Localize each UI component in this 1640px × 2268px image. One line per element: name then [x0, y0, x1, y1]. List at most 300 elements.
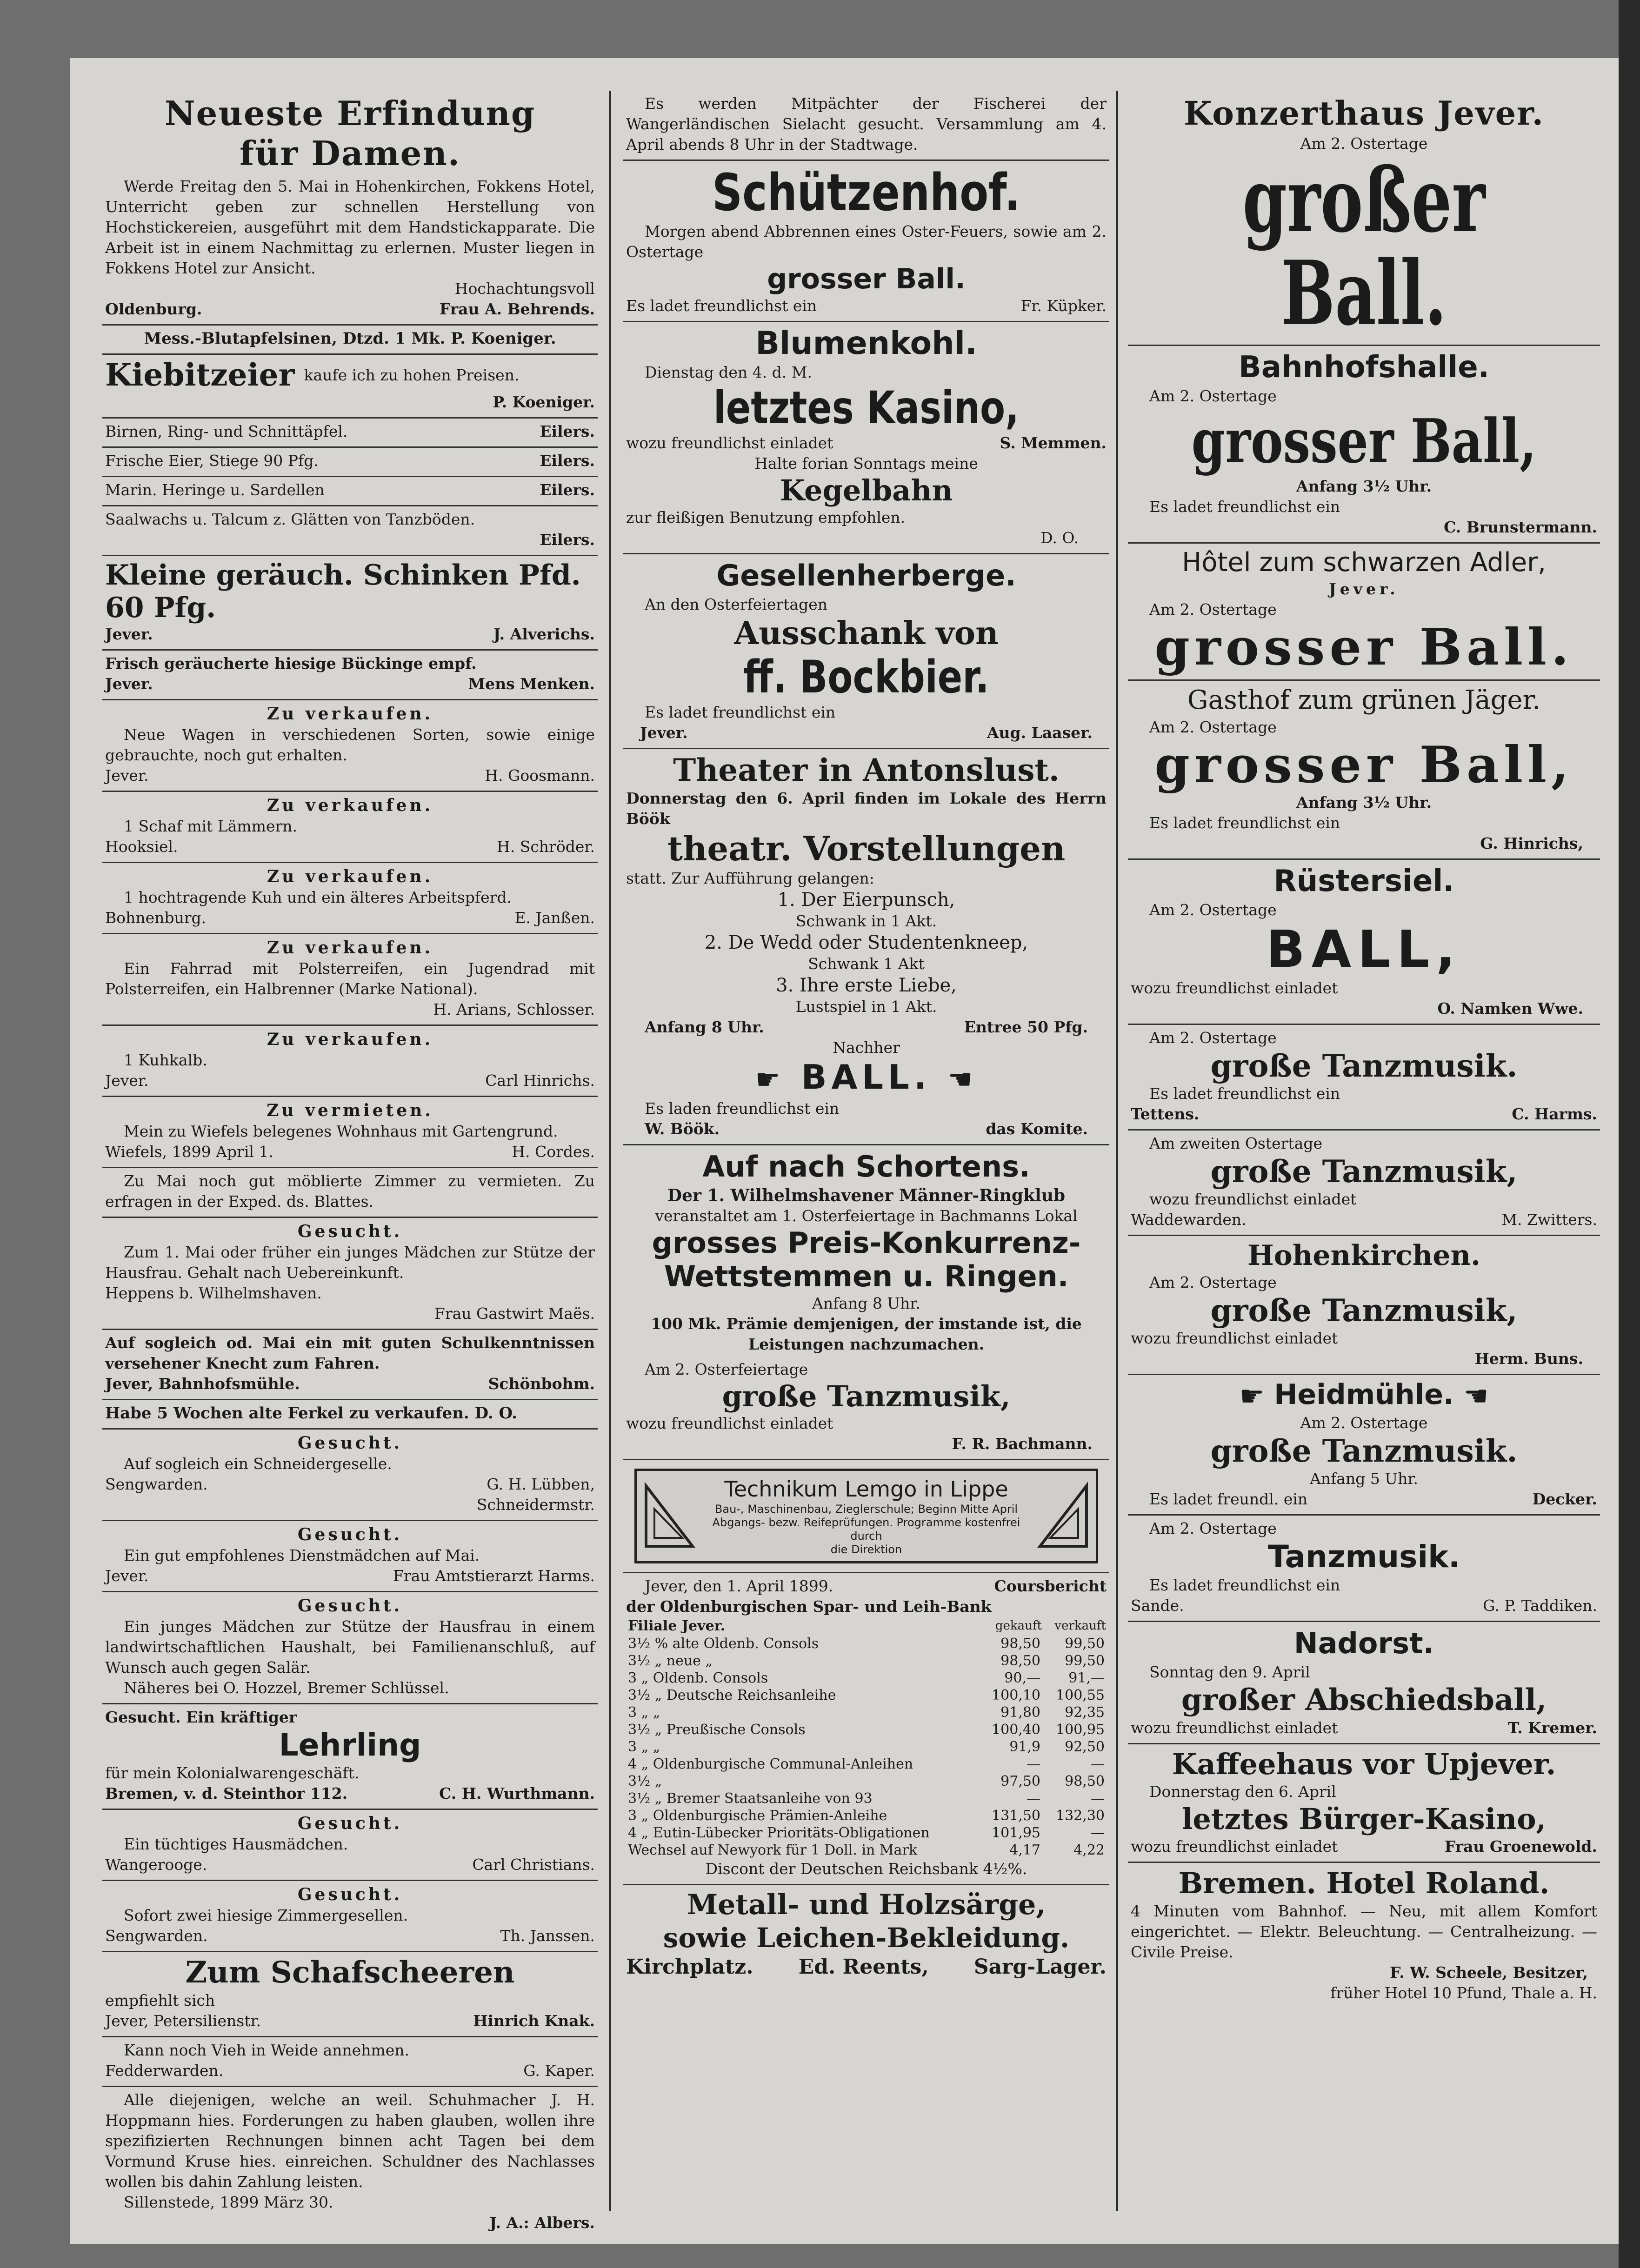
- table-header: [626, 1617, 1107, 1635]
- table-row: [626, 1756, 1107, 1773]
- ad-signature: F. R. Bachmann.: [952, 1435, 1093, 1453]
- ad-invite: Es laden freundlichst ein: [645, 1099, 840, 1118]
- course-security: 3½ „ Bremer Staatsanleihe von 93: [628, 1790, 873, 1807]
- ad-headline: Kaffeehaus vor Upjever.: [1172, 1747, 1556, 1782]
- course-bought: 100,40: [992, 1722, 1040, 1738]
- ad-event: großer Abschiedsball,: [1181, 1683, 1547, 1718]
- ad-text: früher Hotel 10 Pfund, Thale a. H.: [1330, 1984, 1597, 2002]
- column-left: [102, 91, 598, 2238]
- ad-place: Kirchplatz.: [626, 1955, 753, 1979]
- course-security: 3½ „ Deutsche Reichsanleihe: [628, 1687, 836, 1704]
- ad-signature: Schönbohm.: [488, 1375, 595, 1393]
- ad-event: grosser Ball.: [1154, 618, 1573, 677]
- ad-text: Sofort zwei hiesige Zimmergesellen.: [124, 1906, 408, 1924]
- ad-text: kaufe ich zu hohen Preisen.: [304, 366, 520, 384]
- ad-headline: Zu verkaufen.: [267, 867, 433, 886]
- ad-text: Ein junges Mädchen zur Stütze der Hausfrau in einem landwirtschaftlichen Haushalt, bei Familienanschluß, auf Wunsch auch gegen Salär.: [105, 1617, 595, 1676]
- table-row: [626, 1807, 1107, 1824]
- ad-signature: H. Goosmann.: [485, 766, 595, 785]
- ad-hausmaedchen: [102, 1810, 598, 1881]
- ad-text: Zu Mai noch gut möblierte Zimmer zu vermieten. Zu erfragen in der Exped. ds. Blattes.: [105, 1172, 595, 1210]
- program-item: 1. Der Eierpunsch,: [777, 889, 955, 911]
- course-sold: 100,95: [1056, 1722, 1105, 1738]
- course-bought: 101,95: [992, 1825, 1040, 1842]
- table-row: [626, 1824, 1107, 1842]
- technikum-sign: die Direktion: [830, 1543, 902, 1556]
- ad-date: Donnerstag den 6. April: [1149, 1782, 1336, 1801]
- course-discount: Discont der Deutschen Reichsbank 4½%.: [705, 1860, 1027, 1878]
- ad-place: Wangerooge.: [105, 1856, 207, 1874]
- ad-zimmergesellen: [102, 1881, 598, 1952]
- ad-date: Am 2. Ostertage: [1300, 1414, 1428, 1432]
- ad-event: theatr. Vorstellungen: [667, 829, 1066, 868]
- ad-signature: M. Zwitters.: [1501, 1210, 1597, 1229]
- course-sold: 99,50: [1065, 1653, 1105, 1669]
- ad-schneidergeselle: [102, 1430, 598, 1521]
- ad-signature: Aug. Laaser.: [987, 724, 1093, 742]
- ad-signature: Mens Menken.: [468, 675, 595, 693]
- course-bought: 100,10: [992, 1687, 1040, 1704]
- ad-place: Heppens b. Wilhelmshaven.: [105, 1284, 322, 1302]
- ad-eier: [102, 448, 598, 477]
- course-security: 3½ „ neue „: [628, 1653, 713, 1669]
- ad-headline: Gesucht.: [297, 1596, 403, 1616]
- ad-headline: Gasthof zum grünen Jäger.: [1187, 685, 1541, 715]
- ad-text: für mein Kolonialwarengeschäft.: [105, 1764, 360, 1782]
- ad-konzerthaus: [1128, 91, 1600, 346]
- program-subtitle: Schwank 1 Akt: [808, 955, 925, 973]
- course-sold: 132,30: [1056, 1808, 1105, 1824]
- pointing-hand-right-icon: ☛: [1239, 1380, 1265, 1413]
- ad-schwarzer-adler: [1128, 544, 1600, 681]
- table-row: [626, 1635, 1107, 1652]
- ad-text: 4 Minuten vom Bahnhof. — Neu, mit allem Komfort eingerichtet. — Elektr. Beleuchtung. — Centralheizung. — Civile Preise.: [1131, 1902, 1597, 1962]
- course-bought: 90,—: [1004, 1670, 1040, 1687]
- course-security: 4 „ Eutin-Lübecker Prioritäts-Obligationen: [628, 1825, 930, 1842]
- ad-invite: wozu freundlichst einladet: [1131, 1329, 1338, 1347]
- drafting-triangle-icon: [1035, 1481, 1091, 1551]
- course-bought: 97,50: [1000, 1773, 1040, 1790]
- ad-saalwachs: [102, 506, 598, 556]
- table-row: [626, 1773, 1107, 1790]
- ad-signature: O. Namken Wwe.: [1437, 999, 1583, 1018]
- ad-event: große Tanzmusik.: [1210, 1048, 1518, 1084]
- ad-text: Morgen abend Abbrennen eines Oster-Feuers, sowie am 2. Ostertage: [626, 222, 1107, 261]
- ad-wohnhaus: [102, 1097, 598, 1168]
- course-sold: 92,35: [1065, 1704, 1105, 1721]
- ad-greeting: Hochachtungsvoll: [454, 279, 595, 298]
- ad-ferkel: [102, 1400, 598, 1430]
- ad-start: Anfang 3½ Uhr.: [1296, 477, 1432, 495]
- ad-signature: Hinrich Knak.: [473, 2012, 595, 2030]
- ad-text: Es werden Mitpächter der Fischerei der Wangerländischen Sielacht gesucht. Versammlung am 4. April abends 8 Uhr in der Stadtwage.: [626, 94, 1107, 153]
- course-sold: 100,55: [1056, 1687, 1105, 1704]
- ad-event: große Tanzmusik,: [1210, 1292, 1518, 1329]
- ad-signature: Eilers.: [540, 452, 595, 470]
- ad-text: 1 Kuhkalb.: [124, 1051, 207, 1069]
- ad-signature: P. Koeniger.: [493, 393, 595, 411]
- course-sold: 98,50: [1065, 1773, 1105, 1790]
- ad-place: Wiefels, 1899 April 1.: [105, 1143, 273, 1161]
- course-bought: —: [1027, 1790, 1040, 1807]
- ad-wagen: [102, 700, 598, 792]
- ad-signature: H. Cordes.: [512, 1143, 595, 1161]
- ad-signature: Ed. Reents,: [798, 1955, 929, 1979]
- ad-blumenkohl: [623, 322, 1109, 554]
- ad-headline: Bremen. Hotel Roland.: [1178, 1866, 1550, 1901]
- ad-invite: Es ladet freundlichst ein: [1149, 814, 1340, 832]
- ad-headline: Zu verkaufen.: [267, 796, 433, 815]
- ad-dienstmaedchen: [102, 1521, 598, 1592]
- ad-date: Am 2. Ostertage: [1149, 718, 1277, 736]
- course-place-date: Jever, den 1. April 1899.: [645, 1577, 833, 1596]
- ad-place: Jever.: [105, 1071, 149, 1090]
- table-row: [626, 1687, 1107, 1704]
- pointing-hand-right-icon: ☛: [755, 1063, 785, 1096]
- ad-nadorst: [1128, 1622, 1600, 1744]
- ad-signature: G. Kaper.: [523, 2062, 595, 2080]
- ad-invite: Es ladet freundl. ein: [1149, 1490, 1308, 1509]
- ad-signature: C. H. Wurthmann.: [439, 1784, 595, 1802]
- ad-signature: Eilers.: [540, 481, 595, 499]
- ad-signature: Sarg-Lager.: [973, 1955, 1107, 1979]
- ad-text: Auf sogleich od. Mai ein mit guten Schulkenntnissen versehener Knecht zum Fahren.: [105, 1334, 595, 1372]
- ad-date: Dienstag den 4. d. M.: [645, 363, 813, 381]
- ad-place: Jever.: [105, 766, 149, 785]
- course-bought: —: [1027, 1756, 1040, 1773]
- ad-text: Mein zu Wiefels belegenes Wohnhaus mit Gartengrund.: [124, 1122, 558, 1140]
- ad-headline: Konzerthaus Jever.: [1184, 94, 1544, 133]
- ad-knecht: [102, 1330, 598, 1400]
- ad-signature: D. O.: [1040, 529, 1079, 547]
- ad-signature: Frau Amtstierarzt Harms.: [393, 1567, 595, 1585]
- course-subtitle: der Oldenburgischen Spar- und Leih-Bank: [626, 1597, 992, 1616]
- ad-signature: Th. Janssen.: [500, 1927, 595, 1945]
- ad-headline: Gesucht.: [297, 1433, 403, 1453]
- program-subtitle: Lustspiel in 1 Akt.: [795, 998, 937, 1016]
- ad-prize: 100 Mk. Prämie demjenigen, der imstande ist, die Leistungen nachzumachen.: [651, 1315, 1082, 1354]
- ad-kuhkalb: [102, 1026, 598, 1097]
- ad-fahrrad: [102, 934, 598, 1026]
- ad-schortens: [623, 1145, 1109, 1460]
- ad-event: große Tanzmusik.: [1210, 1433, 1518, 1470]
- ad-hohenkirchen: [1128, 1236, 1600, 1375]
- ad-signature: G. P. Taddiken.: [1483, 1596, 1597, 1615]
- ad-place: Bremen, v. d. Steinthor 112.: [105, 1784, 348, 1802]
- course-sold: 92,50: [1065, 1739, 1105, 1756]
- ad-invite: Es ladet freundlichst ein: [1149, 1084, 1340, 1103]
- ad-text: Halte forian Sonntags meine: [754, 454, 978, 472]
- ad-date: Sonntag den 9. April: [1149, 1663, 1310, 1682]
- ad-invite: wozu freundlichst einladet: [1131, 1837, 1338, 1856]
- ad-headline: Lehrling: [279, 1727, 421, 1763]
- ad-headline: Kegelbahn: [780, 473, 953, 507]
- ad-event: Wettstemmen u. Ringen.: [664, 1259, 1069, 1294]
- ad-headline: Gesucht.: [297, 1222, 403, 1241]
- ad-invite: Es ladet freundlichst ein: [626, 297, 817, 315]
- ad-date: Am 2. Ostertage: [1300, 134, 1428, 153]
- ad-signature: das Komite.: [986, 1120, 1088, 1138]
- ad-coursbericht: [623, 1573, 1109, 1885]
- ad-signature: W. Böök.: [645, 1120, 720, 1138]
- ad-kuh: [102, 863, 598, 934]
- table-row: [626, 1704, 1107, 1721]
- ad-text: Birnen, Ring- und Schnittäpfel.: [105, 422, 348, 440]
- ad-invite: wozu freundlichst einladet: [626, 434, 833, 452]
- ad-signature: T. Kremer.: [1507, 1719, 1597, 1737]
- page-edge: [1619, 0, 1640, 2268]
- column-rule: [1116, 91, 1118, 2211]
- ad-event: ff. Bockbier.: [743, 651, 989, 703]
- ad-place: Oldenburg.: [105, 300, 202, 318]
- ad-lehrling: [102, 1704, 598, 1810]
- ad-event: Tanzmusik.: [1267, 1539, 1460, 1575]
- ad-schafscheeren: [102, 1952, 598, 2037]
- technikum-box: [634, 1469, 1098, 1563]
- course-table: [626, 1617, 1107, 1859]
- course-bought: 91,80: [1000, 1704, 1040, 1721]
- ad-invite: wozu freundlichst einladet: [626, 1414, 833, 1433]
- ad-sande: [1128, 1516, 1600, 1622]
- ad-place: Waddewarden.: [1131, 1210, 1247, 1229]
- pointing-hand-left-icon: ☚: [947, 1063, 978, 1096]
- ad-signature: S. Memmen.: [1000, 434, 1107, 452]
- ad-upjever: [1128, 1744, 1600, 1863]
- ad-signature: G. H. Lübben,: [487, 1475, 595, 1493]
- ad-date: Am 2. Ostertage: [1149, 600, 1277, 619]
- course-sold: 99,50: [1065, 1636, 1105, 1652]
- course-security: 3½ „: [628, 1773, 662, 1790]
- newspaper-page: [70, 58, 1619, 2244]
- ad-event: grosser Ball,: [1191, 406, 1537, 477]
- technikum-title: Technikum Lemgo in Lippe: [724, 1477, 1008, 1502]
- ad-technikum: [623, 1460, 1109, 1573]
- course-bought: 4,17: [1009, 1842, 1040, 1859]
- ad-signature-title: Schneidermstr.: [476, 1496, 595, 1514]
- ad-maedchen-heppens: [102, 1218, 598, 1330]
- ad-text: Frische Eier, Stiege 90 Pfg.: [105, 452, 319, 470]
- course-sold: 91,—: [1068, 1670, 1105, 1687]
- ad-tettens: [1128, 1025, 1600, 1131]
- table-row: [626, 1738, 1107, 1756]
- ad-birnen: [102, 419, 598, 448]
- ad-place: Bohnenburg.: [105, 909, 207, 927]
- ad-headline: Zu verkaufen.: [267, 938, 433, 958]
- column-middle: [623, 91, 1109, 1985]
- ad-place: Sengwarden.: [105, 1927, 208, 1945]
- technikum-text: Bau-, Maschinenbau, Zieglerschule; Beginn Mitte April Abgangs- bezw. Reifeprüfungen. Programme kostenfrei durch: [712, 1503, 1020, 1543]
- ad-headline: Auf nach Schortens.: [702, 1150, 1030, 1184]
- ad-text: Alle diejenigen, welche an weil. Schuhmacher J. H. Hoppmann hies. Forderungen zu haben glauben, wollen ihre spezifizierten Rechnungen binnen acht Tagen bei dem Vormund Kruse hies. einreichen. Schuldner des Nachlasses wollen bis dahin Zahlung leisten.: [105, 2091, 595, 2191]
- ad-date: Am 2. Ostertage: [1149, 1519, 1277, 1538]
- ad-place: Fedderwarden.: [105, 2062, 224, 2080]
- column-rule: [609, 91, 611, 2211]
- ad-hotel-roland: [1128, 1863, 1600, 2008]
- ad-headline: Blumenkohl.: [755, 325, 977, 362]
- pointing-hand-left-icon: ☚: [1463, 1380, 1489, 1413]
- ad-place: Jever.: [640, 724, 688, 742]
- course-rows: [626, 1635, 1107, 1859]
- ad-waddewarden: [1128, 1131, 1600, 1236]
- ad-headline: Gesellenherberge.: [716, 559, 1016, 592]
- ad-place: Tettens.: [1131, 1105, 1200, 1123]
- ad-signature: Decker.: [1532, 1490, 1597, 1509]
- ad-headline: Theater in Antonslust.: [673, 752, 1060, 788]
- course-sold: —: [1091, 1756, 1105, 1773]
- ad-ball-label: BALL.: [801, 1058, 932, 1097]
- ad-signature: E. Janßen.: [514, 909, 595, 927]
- course-bought: 131,50: [992, 1808, 1040, 1824]
- ad-headline: Kiebitzeier: [105, 357, 295, 393]
- ad-headline: Nadorst.: [1293, 1626, 1434, 1661]
- ad-schuetzenhof: [623, 161, 1109, 322]
- ad-headline: Zu vermieten.: [267, 1101, 433, 1120]
- ad-text: 1 Schaf mit Lämmern.: [124, 817, 298, 835]
- ad-date: Am zweiten Ostertage: [1149, 1134, 1323, 1152]
- column-header-bought: gekauft: [995, 1619, 1042, 1633]
- ad-bueckinge: [102, 651, 598, 700]
- course-bought: 98,50: [1000, 1636, 1040, 1652]
- ad-headline: Metall- und Holzsärge,: [687, 1889, 1046, 1922]
- course-title: Coursbericht: [994, 1577, 1107, 1596]
- ad-text: Der 1. Wilhelmshavener Männer-Ringklub: [667, 1186, 1066, 1206]
- course-security: 3 „ „: [628, 1739, 660, 1756]
- course-sold: —: [1091, 1825, 1105, 1842]
- course-sold: 4,22: [1073, 1842, 1105, 1859]
- ad-date: An den Osterfeiertagen: [645, 595, 827, 613]
- ad-text: Ein Fahrrad mit Polsterreifen, ein Jugendrad mit Polsterreifen, ein Halbrenner (Marke National).: [105, 959, 595, 998]
- ad-theater: [623, 749, 1109, 1145]
- table-row: [626, 1721, 1107, 1738]
- ad-text: 1 hochtragende Kuh und ein älteres Arbeitspferd.: [124, 888, 512, 906]
- course-security: 3½ % alte Oldenb. Consols: [628, 1636, 819, 1652]
- ad-signature: Carl Christians.: [472, 1856, 595, 1874]
- ad-signature: Frau Gastwirt Maës.: [434, 1304, 595, 1323]
- ad-text: Mess.-Blutapfelsinen, Dtzd. 1 Mk. P. Koeniger.: [144, 329, 556, 348]
- ad-headline: Schützenhof.: [712, 163, 1020, 222]
- ad-place: Sillenstede, 1899 März 30.: [124, 2193, 333, 2211]
- ad-start: Anfang 8 Uhr.: [812, 1294, 921, 1313]
- ad-place: Jever.: [105, 675, 153, 693]
- table-row: [626, 1790, 1107, 1807]
- ad-date: Am 2. Ostertage: [1149, 1273, 1277, 1291]
- ad-invite: Es ladet freundlichst ein: [1149, 1576, 1340, 1595]
- ad-text: Marin. Heringe u. Sardellen: [105, 481, 325, 499]
- ad-event: große Tanzmusik,: [722, 1379, 1011, 1414]
- ad-date: Am 2. Ostertage: [1149, 1029, 1277, 1047]
- ad-signature: Fr. Küpker.: [1020, 297, 1107, 315]
- ad-text: statt. Zur Aufführung gelangen:: [626, 869, 874, 887]
- ad-event: letztes Bürger-Kasino,: [1181, 1802, 1547, 1836]
- ad-text: Saalwachs u. Talcum z. Glätten von Tanzböden.: [105, 510, 475, 528]
- ad-text: Werde Freitag den 5. Mai in Hohenkirchen, Fokkens Hotel, Unterricht geben zur schnellen Herstellung von Hochstickereien, ausgeführt mit dem Handstickapparate. Die Arbeit ist in einem Nachmittag zu erlernen. Muster liegen in Fokkens Hotel zur Ansicht.: [105, 177, 595, 277]
- course-security: 3½ „ Preußische Consols: [628, 1722, 806, 1738]
- ad-headline: Hohenkirchen.: [1247, 1239, 1480, 1272]
- ad-ball: grosser Ball.: [767, 263, 966, 295]
- ad-text: Nachher: [833, 1038, 900, 1057]
- course-security: 3 „ Oldenb. Consols: [628, 1670, 768, 1687]
- ad-start: Anfang 5 Uhr.: [1309, 1470, 1419, 1488]
- ad-invite: Es ladet freundlichst ein: [1149, 498, 1340, 516]
- ad-text: Donnerstag den 6. April finden im Lokale des Herrn Böök: [626, 789, 1107, 828]
- ad-weide: [102, 2037, 598, 2087]
- ad-heidmuehle: [1128, 1375, 1600, 1516]
- ad-headline: Gesucht.: [297, 1525, 403, 1544]
- ad-place: Sengwarden.: [105, 1475, 208, 1493]
- ad-bahnhofshalle: [1128, 346, 1600, 544]
- drafting-triangle-icon: [641, 1481, 697, 1551]
- ad-junges-maedchen: [102, 1592, 598, 1704]
- program-item: 3. Ihre erste Liebe,: [776, 975, 957, 996]
- ad-fischerei: [623, 91, 1109, 161]
- ad-place: Jever.: [105, 625, 153, 643]
- course-sold: —: [1091, 1790, 1105, 1807]
- ad-ruestersiel: [1128, 860, 1600, 1025]
- ad-headline: Zum Schafscheeren: [185, 1955, 515, 1990]
- course-security: 4 „ Oldenburgische Communal-Anleihen: [628, 1756, 913, 1773]
- ad-place: Jever.: [105, 1567, 149, 1585]
- ad-text: Ein tüchtiges Hausmädchen.: [124, 1835, 348, 1853]
- ad-headline: Gesucht.: [297, 1885, 403, 1904]
- ad-headline: [1131, 1378, 1597, 1413]
- ad-event: letztes Kasino,: [713, 382, 1020, 434]
- ad-date: Am 2. Osterfeiertage: [645, 1360, 808, 1379]
- ad-text: Frisch geräucherte hiesige Bückinge empf.: [105, 654, 477, 672]
- course-security: 3 „ „: [628, 1704, 660, 1721]
- ad-signature: H. Arians, Schlosser.: [433, 1000, 595, 1018]
- ad-signature: Frau Groenewold.: [1444, 1837, 1597, 1856]
- ad-place: Sande.: [1131, 1596, 1184, 1615]
- ad-signature: J. A.: Albers.: [489, 2214, 595, 2232]
- ad-signature: H. Schröder.: [496, 838, 595, 856]
- course-security: 3 „ Oldenburgische Prämien-Anleihe: [628, 1808, 887, 1824]
- course-bought: 91,9: [1009, 1739, 1040, 1756]
- ad-blutapfelsinen: [102, 326, 598, 355]
- ad-gruener-jaeger: [1128, 681, 1600, 860]
- ad-signature: Eilers.: [540, 422, 595, 440]
- ad-signature: C. Brunstermann.: [1444, 518, 1597, 536]
- ad-text: empfiehlt sich: [105, 1991, 215, 2009]
- ad-nachlass: [102, 2087, 598, 2238]
- ad-signature: Eilers.: [540, 531, 595, 549]
- ad-signature: C. Harms.: [1512, 1105, 1597, 1123]
- ad-signature: Frau A. Behrends.: [439, 300, 595, 318]
- ad-text: Neue Wagen in verschiedenen Sorten, sowie einige gebrauchte, noch gut erhalten.: [105, 725, 595, 764]
- ad-headline: Rüstersiel.: [1273, 864, 1454, 898]
- ad-signature: Carl Hinrichs.: [485, 1071, 595, 1090]
- ad-invite: wozu freundlichst einladet: [1149, 1190, 1357, 1208]
- ad-start: Anfang 8 Uhr.: [645, 1018, 764, 1036]
- ad-headline: Hôtel zum schwarzen Adler,: [1182, 547, 1546, 578]
- ad-text: Zum 1. Mai oder früher ein junges Mädchen zur Stütze der Hausfrau. Gehalt nach Uebereinkunft.: [105, 1243, 595, 1282]
- ad-start: Anfang 3½ Uhr.: [1296, 793, 1432, 811]
- ad-event: großer Ball.: [1242, 148, 1486, 345]
- ad-event: Ausschank von: [734, 615, 999, 652]
- column-header-sold: verkauft: [1054, 1619, 1106, 1633]
- table-row: [626, 1652, 1107, 1669]
- ad-text: Näheres bei O. Hozzel, Bremer Schlüssel.: [124, 1679, 449, 1697]
- column-right: [1128, 91, 1600, 2008]
- ad-date: Am 2. Ostertage: [1149, 901, 1277, 919]
- ad-saerge: [623, 1885, 1109, 1985]
- ad-headline: sowie Leichen-Bekleidung.: [663, 1922, 1070, 1954]
- ad-headline: Zu verkaufen.: [267, 704, 433, 724]
- ad-headline: Bahnhofshalle.: [1239, 350, 1489, 385]
- ad-ball: [626, 1058, 1107, 1098]
- ad-invite: wozu freundlichst einladet: [1131, 979, 1338, 997]
- ad-place: Hooksiel.: [105, 838, 178, 856]
- ad-event: große Tanzmusik,: [1210, 1153, 1518, 1190]
